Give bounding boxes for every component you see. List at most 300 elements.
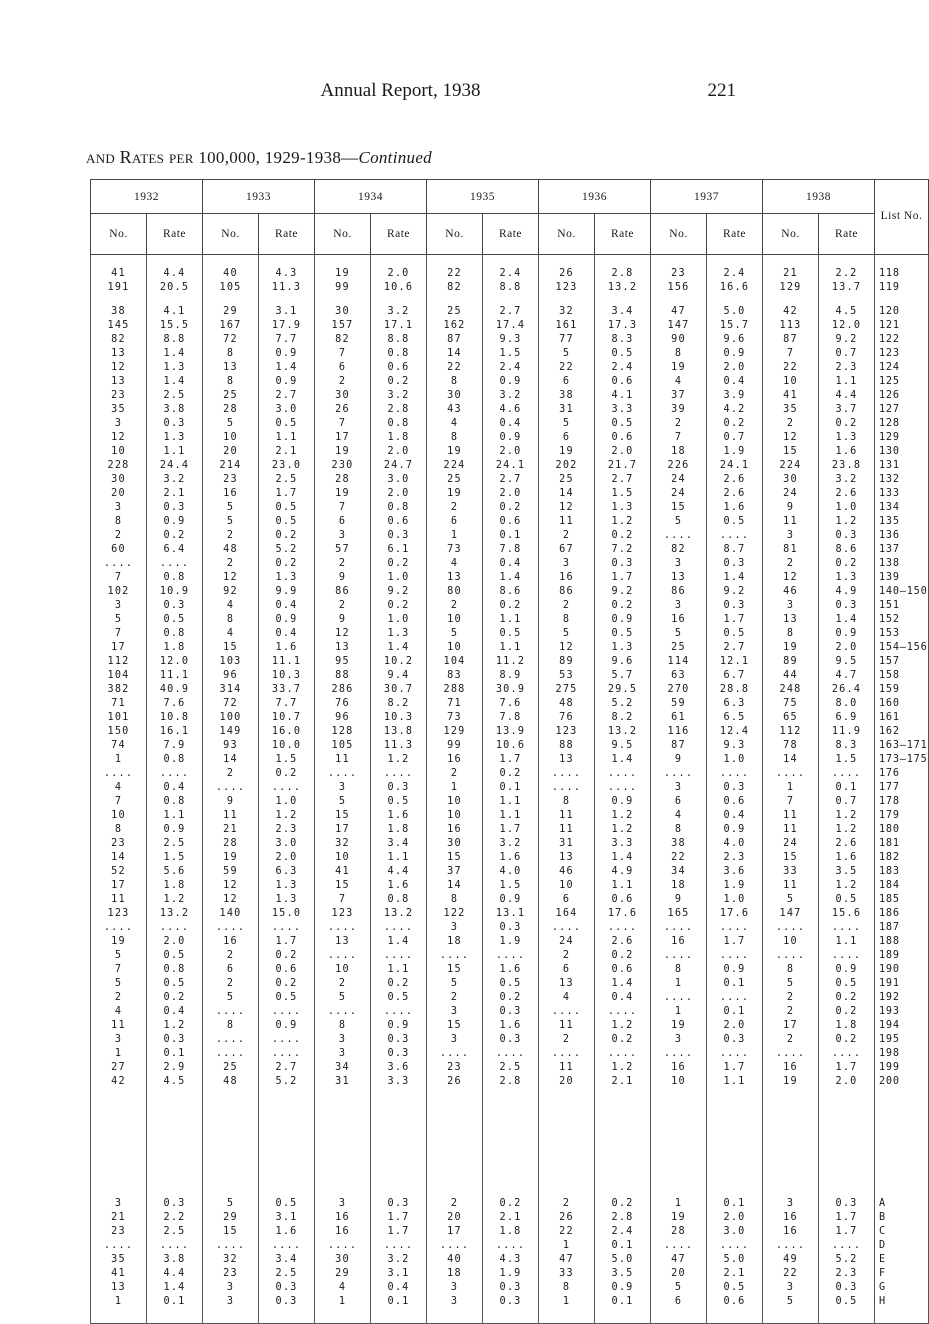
table-row <box>91 1005 929 1019</box>
rate-cell: .... <box>595 921 651 935</box>
rate-column-header: Rate <box>595 214 651 255</box>
list-number-cell: 177 <box>875 781 929 795</box>
rate-cell: 2.1 <box>483 1211 539 1225</box>
rate-cell: 1.6 <box>483 963 539 977</box>
list-number-cell: D <box>875 1239 929 1253</box>
count-cell: 15 <box>315 879 371 893</box>
rate-cell: 1.6 <box>371 809 427 823</box>
spacer-cell <box>315 1089 371 1197</box>
count-cell: 101 <box>91 711 147 725</box>
count-cell: 30 <box>427 837 483 851</box>
rate-cell: 2.0 <box>371 445 427 459</box>
rate-cell: 9.3 <box>483 333 539 347</box>
count-cell: 1 <box>315 1295 371 1309</box>
rate-cell: 3.6 <box>707 865 763 879</box>
count-cell: 11 <box>539 823 595 837</box>
table-row <box>91 571 929 585</box>
list-number-cell: G <box>875 1281 929 1295</box>
rate-cell: .... <box>259 1239 315 1253</box>
spacer-cell <box>371 1089 427 1197</box>
count-cell: 33 <box>539 1267 595 1281</box>
rate-cell: 30.7 <box>371 683 427 697</box>
rate-cell: 2.1 <box>595 1075 651 1089</box>
table-row <box>91 557 929 571</box>
rate-cell: 6.3 <box>707 697 763 711</box>
count-cell: 2 <box>203 557 259 571</box>
count-cell: 214 <box>203 459 259 473</box>
count-cell: 26 <box>539 1211 595 1225</box>
statistics-table-wrapper <box>90 179 928 1324</box>
rate-cell: 0.6 <box>483 515 539 529</box>
list-number-cell: 200 <box>875 1075 929 1089</box>
count-cell: 41 <box>91 267 147 281</box>
list-number-cell: 199 <box>875 1061 929 1075</box>
rate-cell: 0.3 <box>483 921 539 935</box>
count-cell: 16 <box>651 613 707 627</box>
list-number-cell: 194 <box>875 1019 929 1033</box>
count-cell: 230 <box>315 459 371 473</box>
table-row <box>91 1047 929 1061</box>
count-cell: .... <box>539 1047 595 1061</box>
count-cell: 8 <box>91 515 147 529</box>
count-cell: 157 <box>315 319 371 333</box>
count-cell: 19 <box>763 1075 819 1089</box>
list-number-cell: 192 <box>875 991 929 1005</box>
count-cell: 82 <box>651 543 707 557</box>
count-cell: 270 <box>651 683 707 697</box>
no-column-header: No. <box>91 214 147 255</box>
count-cell: 5 <box>763 893 819 907</box>
spacer-cell <box>483 1089 539 1197</box>
spacer-cell <box>91 295 147 305</box>
list-number-cell: C <box>875 1225 929 1239</box>
rate-cell: 9.5 <box>819 655 875 669</box>
rate-cell: 1.0 <box>819 501 875 515</box>
count-cell: 122 <box>427 907 483 921</box>
rate-cell: 3.1 <box>259 1211 315 1225</box>
spacer-cell <box>203 295 259 305</box>
spacer-cell <box>483 1309 539 1324</box>
rate-cell: 9.2 <box>595 585 651 599</box>
rate-cell: 2.5 <box>259 473 315 487</box>
count-cell: 2 <box>427 1197 483 1211</box>
rate-cell: 7.6 <box>483 697 539 711</box>
count-cell: .... <box>91 1239 147 1253</box>
rate-cell: 2.0 <box>707 1211 763 1225</box>
list-number-cell: 130 <box>875 445 929 459</box>
rate-cell: 2.4 <box>595 361 651 375</box>
count-cell: 17 <box>427 1225 483 1239</box>
spacer-cell <box>595 1309 651 1324</box>
rate-cell: 0.5 <box>259 515 315 529</box>
rate-cell: 0.6 <box>371 515 427 529</box>
count-cell: 224 <box>427 459 483 473</box>
count-cell: 3 <box>539 557 595 571</box>
list-number-cell: 120 <box>875 305 929 319</box>
count-cell: 3 <box>91 417 147 431</box>
count-cell: 22 <box>427 361 483 375</box>
rate-cell: .... <box>147 767 203 781</box>
table-row <box>91 879 929 893</box>
count-cell: .... <box>651 767 707 781</box>
list-number-cell: A <box>875 1197 929 1211</box>
rate-cell: 2.7 <box>259 389 315 403</box>
spacer-cell <box>371 295 427 305</box>
count-cell: 31 <box>539 837 595 851</box>
rate-cell: 0.3 <box>483 1281 539 1295</box>
count-cell: 35 <box>91 1253 147 1267</box>
count-cell: .... <box>203 921 259 935</box>
rate-cell: .... <box>707 529 763 543</box>
rate-cell: 1.6 <box>483 851 539 865</box>
count-cell: 34 <box>651 865 707 879</box>
rate-cell: 3.2 <box>483 837 539 851</box>
count-cell: 10 <box>315 963 371 977</box>
table-row <box>91 473 929 487</box>
rate-cell: 1.2 <box>147 893 203 907</box>
table-row <box>91 459 929 473</box>
count-cell: 2 <box>427 991 483 1005</box>
rate-cell: 0.9 <box>147 823 203 837</box>
count-cell: 5 <box>651 1281 707 1295</box>
rate-cell: 1.7 <box>371 1225 427 1239</box>
count-cell: 15 <box>651 501 707 515</box>
rate-cell: 0.2 <box>483 991 539 1005</box>
count-cell: 19 <box>315 445 371 459</box>
count-cell: 71 <box>91 697 147 711</box>
rate-cell: 10.3 <box>371 711 427 725</box>
list-number-cell: 123 <box>875 347 929 361</box>
rate-cell: 0.5 <box>819 977 875 991</box>
rate-cell: 0.5 <box>595 627 651 641</box>
count-cell: 2 <box>539 949 595 963</box>
list-number-cell: 186 <box>875 907 929 921</box>
rate-cell: 17.6 <box>595 907 651 921</box>
rate-cell: 1.2 <box>819 515 875 529</box>
rate-cell: 1.2 <box>595 1061 651 1075</box>
table-row <box>91 935 929 949</box>
spacer-cell <box>539 255 595 268</box>
spacer-cell <box>819 1089 875 1197</box>
count-cell: 12 <box>203 893 259 907</box>
count-cell: 129 <box>427 725 483 739</box>
rate-cell: 0.6 <box>707 795 763 809</box>
list-number-cell: 185 <box>875 893 929 907</box>
count-cell: 6 <box>539 431 595 445</box>
rate-cell: 3.4 <box>371 837 427 851</box>
spacer-cell <box>91 255 147 268</box>
rate-cell: 11.2 <box>483 655 539 669</box>
rate-cell: 0.5 <box>819 1295 875 1309</box>
rate-cell: 8.3 <box>819 739 875 753</box>
rate-cell: 17.3 <box>595 319 651 333</box>
rate-cell: 0.1 <box>371 1295 427 1309</box>
spacer-cell <box>651 1309 707 1324</box>
count-cell: 40 <box>427 1253 483 1267</box>
count-cell: 16 <box>427 753 483 767</box>
table-row <box>91 767 929 781</box>
rate-cell: 2.5 <box>147 837 203 851</box>
count-cell: 37 <box>427 865 483 879</box>
count-cell: 14 <box>203 753 259 767</box>
list-number-cell: H <box>875 1295 929 1309</box>
rate-cell: 10.7 <box>259 711 315 725</box>
count-cell: .... <box>427 949 483 963</box>
count-cell: 13 <box>91 347 147 361</box>
spacer-cell <box>147 1309 203 1324</box>
count-cell: 147 <box>763 907 819 921</box>
count-cell: 113 <box>763 319 819 333</box>
year-header: 1934 <box>315 180 427 214</box>
count-cell: 11 <box>539 1061 595 1075</box>
rate-cell: 1.5 <box>147 851 203 865</box>
count-cell: 87 <box>427 333 483 347</box>
count-cell: 22 <box>651 851 707 865</box>
rate-cell: 0.2 <box>819 1033 875 1047</box>
count-cell: .... <box>91 557 147 571</box>
table-row <box>91 893 929 907</box>
rate-cell: 23.0 <box>259 459 315 473</box>
count-cell: 8 <box>539 613 595 627</box>
rate-cell: 2.0 <box>483 445 539 459</box>
rate-cell: 0.4 <box>259 599 315 613</box>
count-cell: 3 <box>427 1281 483 1295</box>
rate-cell: 2.6 <box>819 487 875 501</box>
count-cell: .... <box>651 991 707 1005</box>
rate-cell: 0.6 <box>371 361 427 375</box>
list-number-cell: 195 <box>875 1033 929 1047</box>
count-cell: 76 <box>315 697 371 711</box>
rate-cell: 1.4 <box>819 613 875 627</box>
count-cell: 1 <box>91 753 147 767</box>
table-row <box>91 305 929 319</box>
spacer-cell <box>483 295 539 305</box>
rate-cell: 24.4 <box>147 459 203 473</box>
spacer-cell <box>483 255 539 268</box>
rate-cell: 0.5 <box>371 991 427 1005</box>
table-row <box>91 697 929 711</box>
rate-column-header: Rate <box>371 214 427 255</box>
table-row <box>91 361 929 375</box>
count-cell: 6 <box>539 375 595 389</box>
rate-cell: 1.9 <box>483 1267 539 1281</box>
rate-cell: 0.2 <box>371 375 427 389</box>
count-cell: 11 <box>315 753 371 767</box>
spacer-cell <box>315 255 371 268</box>
rate-cell: 1.4 <box>595 977 651 991</box>
rate-cell: 0.4 <box>595 991 651 1005</box>
rate-cell: 0.4 <box>147 1005 203 1019</box>
no-column-header: No. <box>315 214 371 255</box>
rate-cell: 1.4 <box>371 935 427 949</box>
rate-cell: 0.9 <box>819 627 875 641</box>
count-cell: 4 <box>427 417 483 431</box>
count-cell: .... <box>651 1047 707 1061</box>
count-cell: 89 <box>763 655 819 669</box>
count-cell: 13 <box>427 571 483 585</box>
count-cell: 21 <box>203 823 259 837</box>
list-number-cell: 190 <box>875 963 929 977</box>
table-row <box>91 1075 929 1089</box>
rate-column-header: Rate <box>147 214 203 255</box>
rate-cell: 1.7 <box>707 935 763 949</box>
count-cell: 2 <box>203 977 259 991</box>
count-cell: 19 <box>427 487 483 501</box>
rate-cell: 2.3 <box>819 361 875 375</box>
count-cell: 3 <box>203 1295 259 1309</box>
rate-cell: 5.0 <box>595 1253 651 1267</box>
rate-cell: 0.2 <box>483 501 539 515</box>
count-cell: 145 <box>91 319 147 333</box>
count-cell: 6 <box>651 795 707 809</box>
count-cell: 15 <box>763 445 819 459</box>
rate-cell: 21.7 <box>595 459 651 473</box>
no-column-header: No. <box>427 214 483 255</box>
rate-cell: 0.2 <box>371 557 427 571</box>
count-cell: 164 <box>539 907 595 921</box>
count-cell: 286 <box>315 683 371 697</box>
spacer-row <box>91 1089 929 1197</box>
rate-cell: 0.8 <box>147 571 203 585</box>
list-number-cell: 161 <box>875 711 929 725</box>
count-cell: 16 <box>539 571 595 585</box>
count-cell: 72 <box>203 333 259 347</box>
rate-cell: 0.6 <box>259 963 315 977</box>
count-cell: 17 <box>315 823 371 837</box>
count-cell: 38 <box>91 305 147 319</box>
count-cell: 7 <box>315 417 371 431</box>
count-cell: 22 <box>539 1225 595 1239</box>
rate-cell: 12.1 <box>707 655 763 669</box>
rate-cell: .... <box>371 1239 427 1253</box>
list-number-cell: 119 <box>875 281 929 295</box>
count-cell: 71 <box>427 697 483 711</box>
list-number-cell: 162 <box>875 725 929 739</box>
rate-cell: 1.2 <box>595 1019 651 1033</box>
count-cell: 5 <box>763 977 819 991</box>
rate-cell: 13.2 <box>147 907 203 921</box>
count-cell: 5 <box>763 1295 819 1309</box>
count-cell: 2 <box>539 1197 595 1211</box>
rate-cell: 0.7 <box>707 431 763 445</box>
year-header: 1932 <box>91 180 203 214</box>
rate-cell: 7.2 <box>595 543 651 557</box>
table-row <box>91 529 929 543</box>
rate-cell: 2.2 <box>819 267 875 281</box>
count-cell: 8 <box>203 613 259 627</box>
list-number-cell: 154–156 <box>875 641 929 655</box>
rate-cell: 1.6 <box>259 1225 315 1239</box>
rate-cell: 15.5 <box>147 319 203 333</box>
rate-cell: 2.1 <box>259 445 315 459</box>
rate-cell: 3.3 <box>595 403 651 417</box>
rate-cell: 0.3 <box>371 529 427 543</box>
count-cell: 21 <box>763 267 819 281</box>
rate-cell: 4.5 <box>819 305 875 319</box>
count-cell: 87 <box>763 333 819 347</box>
rate-cell: 1.2 <box>371 753 427 767</box>
count-cell: 2 <box>427 767 483 781</box>
rate-cell: 1.1 <box>371 851 427 865</box>
rate-cell: .... <box>147 1239 203 1253</box>
spacer-cell <box>539 1089 595 1197</box>
rate-cell: 7.6 <box>147 697 203 711</box>
count-cell: 2 <box>539 1033 595 1047</box>
rate-cell: 3.0 <box>259 837 315 851</box>
count-cell: 10 <box>763 935 819 949</box>
count-cell: 1 <box>539 1295 595 1309</box>
rate-cell: 1.1 <box>819 375 875 389</box>
rate-cell: 1.5 <box>259 753 315 767</box>
rate-cell: 1.1 <box>483 795 539 809</box>
spacer-cell <box>819 295 875 305</box>
caption-prefix: and <box>86 147 116 167</box>
rate-cell: 11.3 <box>259 281 315 295</box>
count-cell: 25 <box>427 305 483 319</box>
no-column-header: No. <box>203 214 259 255</box>
rate-cell: 1.4 <box>371 641 427 655</box>
count-cell: 11 <box>763 515 819 529</box>
rate-cell: 0.9 <box>259 347 315 361</box>
table-row <box>91 683 929 697</box>
count-cell: 19 <box>539 445 595 459</box>
rate-cell: 1.7 <box>259 935 315 949</box>
rate-cell: 10.6 <box>371 281 427 295</box>
count-cell: 22 <box>763 1267 819 1281</box>
rate-cell: 1.2 <box>819 809 875 823</box>
list-number-cell: E <box>875 1253 929 1267</box>
count-cell: 5 <box>203 1197 259 1211</box>
count-cell: 29 <box>203 305 259 319</box>
rate-cell: 1.8 <box>819 1019 875 1033</box>
count-cell: 24 <box>763 487 819 501</box>
rate-cell: 11.1 <box>259 655 315 669</box>
count-cell: 1 <box>427 781 483 795</box>
rate-cell: 16.0 <box>259 725 315 739</box>
rate-cell: 0.2 <box>819 991 875 1005</box>
rate-cell: 17.9 <box>259 319 315 333</box>
rate-cell: 0.2 <box>371 977 427 991</box>
rate-cell: 6.4 <box>147 543 203 557</box>
rate-cell: 1.7 <box>707 613 763 627</box>
list-number-cell: 163–171 <box>875 739 929 753</box>
table-row <box>91 921 929 935</box>
spacer-cell <box>371 255 427 268</box>
count-cell: 23 <box>91 1225 147 1239</box>
rate-cell: 6.3 <box>259 865 315 879</box>
count-cell: 112 <box>91 655 147 669</box>
count-cell: 228 <box>91 459 147 473</box>
count-cell: 8 <box>203 1019 259 1033</box>
table-row <box>91 907 929 921</box>
count-cell: 2 <box>763 417 819 431</box>
rate-cell: 7.8 <box>483 543 539 557</box>
rate-cell: 1.4 <box>595 753 651 767</box>
rate-cell: 4.5 <box>147 1075 203 1089</box>
count-cell: 288 <box>427 683 483 697</box>
rate-cell: 8.2 <box>371 697 427 711</box>
count-cell: 13 <box>315 935 371 949</box>
rate-cell: .... <box>483 949 539 963</box>
rate-cell: 0.3 <box>483 1005 539 1019</box>
rate-cell: 1.9 <box>483 935 539 949</box>
rate-cell: 0.1 <box>819 781 875 795</box>
rate-cell: 28.8 <box>707 683 763 697</box>
count-cell: 7 <box>91 627 147 641</box>
list-number-cell: 187 <box>875 921 929 935</box>
table-row <box>91 585 929 599</box>
count-cell: 15 <box>427 1019 483 1033</box>
